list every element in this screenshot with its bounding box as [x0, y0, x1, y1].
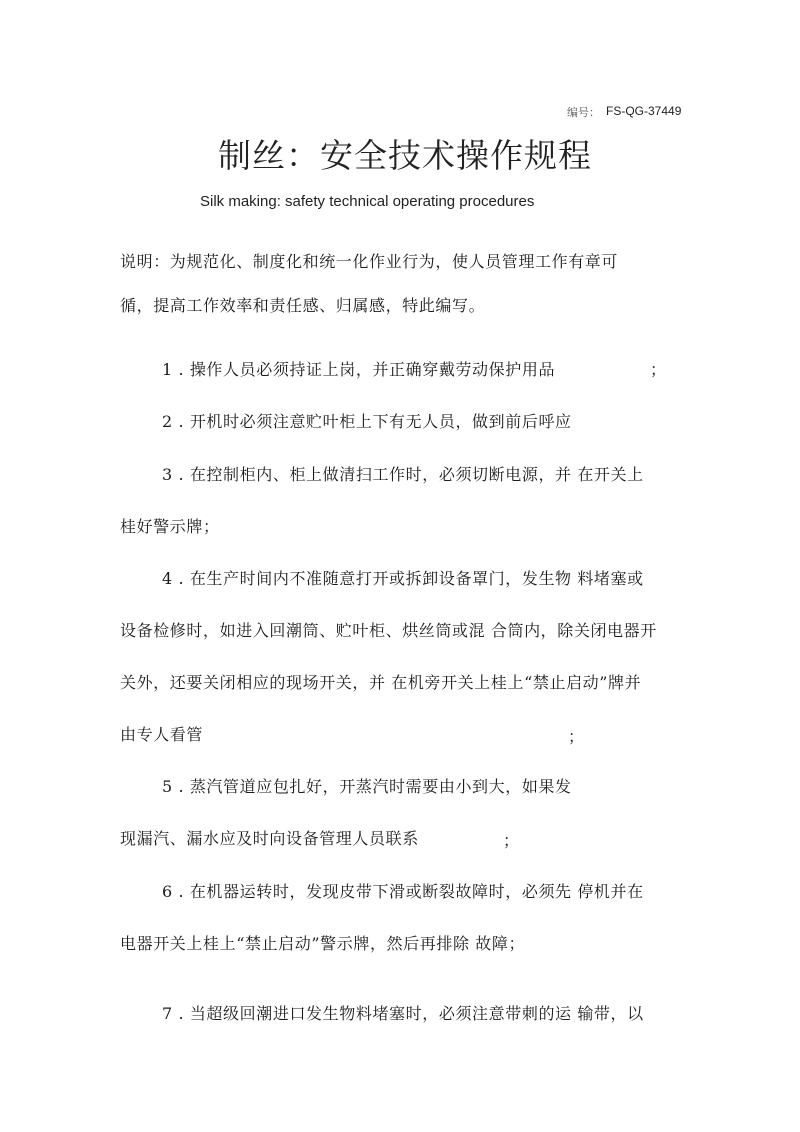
rule-1-terminator: ；: [650, 360, 667, 379]
rule-1-line-1: 1 . 操作人员必须持证上岗，并正确穿戴劳动保护用品: [162, 360, 556, 379]
page-title: 制丝：安全技术操作规程: [218, 136, 592, 175]
rule-3-line-2: 桂好警示牌；: [120, 517, 220, 536]
doc-number-label: 编号：: [567, 106, 600, 119]
rule-4-terminator: ；: [568, 727, 585, 746]
rule-4-line-4: 由专人看管: [120, 725, 204, 744]
rule-4-line-3: 关外，还要关闭相应的现场开关，并 在机旁开关上桂上“禁止启动”牌并: [120, 673, 642, 692]
rule-5-line-1: 5 . 蒸汽管道应包扎好，开蒸汽时需要由小到大，如果发: [162, 777, 572, 796]
rule-2-line-1: 2 . 开机时必须注意贮叶柜上下有无人员，做到前后呼应: [162, 412, 572, 431]
rule-3-line-1: 3 . 在控制柜内、柜上做清扫工作时，必须切断电源，并 在开关上: [162, 465, 644, 484]
intro-line-2: 循，提高工作效率和责任感、归属感，特此编写。: [120, 296, 486, 315]
rule-5-terminator: ；: [503, 831, 520, 850]
doc-number: FS-QG-37449: [606, 104, 682, 118]
rule-4-line-1: 4 . 在生产时间内不准随意打开或拆卸设备罩门，发生物 料堵塞或: [162, 569, 644, 588]
page-subtitle: Silk making: safety technical operating procedures: [200, 193, 535, 210]
rule-5-line-2: 现漏汽、漏水应及时向设备管理人员联系: [120, 829, 419, 848]
rule-4-line-2: 设备检修时，如进入回潮筒、贮叶柜、烘丝筒或混 合筒内，除关闭电器开: [120, 621, 657, 640]
rule-6-line-1: 6 . 在机器运转时，发现皮带下滑或断裂故障时，必须先 停机并在: [162, 882, 644, 901]
intro-line-1: 说明：为规范化、制度化和统一化作业行为，使人员管理工作有章可: [120, 252, 619, 271]
rule-6-line-2: 电器开关上桂上“禁止启动”警示牌，然后再排除 故障；: [120, 934, 526, 953]
rule-7-line-1: 7 . 当超级回潮进口发生物料堵塞时，必须注意带刺的运 输带，以: [162, 1004, 644, 1023]
